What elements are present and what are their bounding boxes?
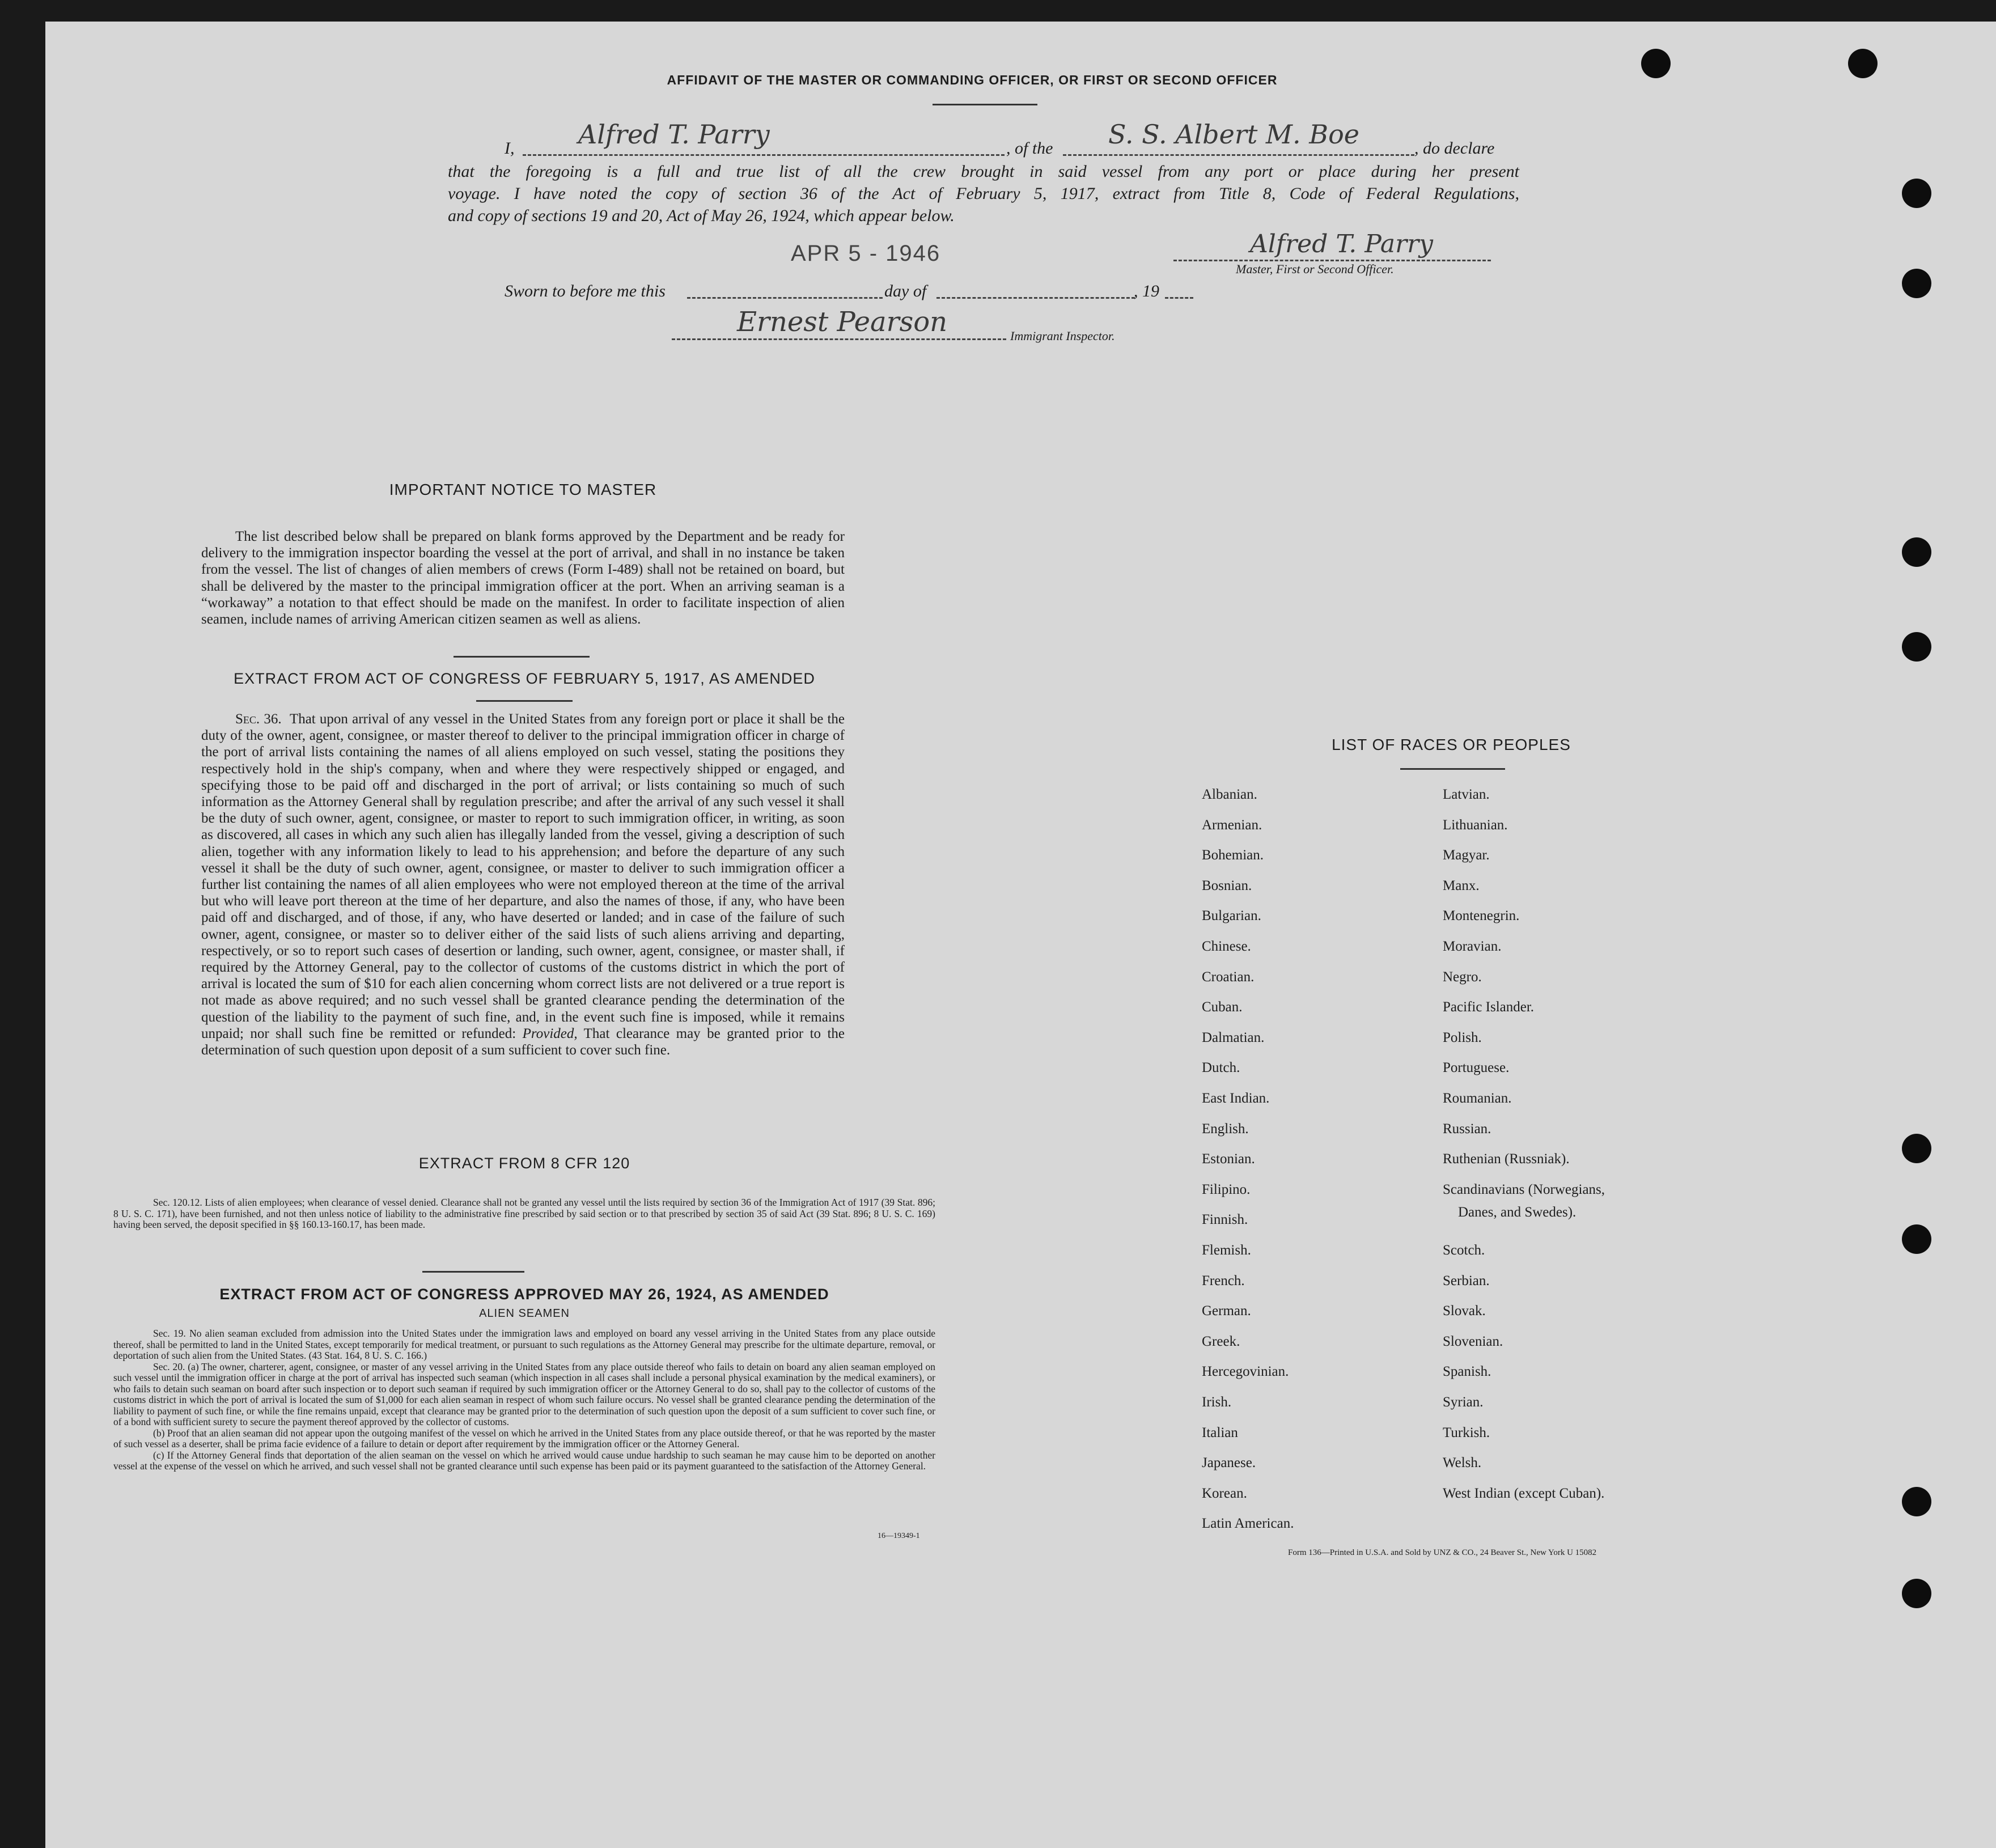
master-caption: Master, First or Second Officer. (1236, 262, 1394, 276)
race-item: Spanish. (1443, 1364, 1491, 1380)
race-item: West Indian (except Cuban). (1443, 1485, 1605, 1501)
form-code: 16—19349-1 (878, 1532, 920, 1540)
binder-hole (1902, 1579, 1931, 1608)
date-stamp: APR 5 - 1946 (791, 241, 941, 266)
race-item: Moravian. (1443, 939, 1502, 954)
race-item: Pacific Islander. (1443, 999, 1535, 1015)
race-item: Estonian. (1202, 1151, 1255, 1167)
race-item: French. (1202, 1273, 1245, 1288)
binder-hole (1641, 49, 1671, 78)
binder-hole (1902, 632, 1931, 662)
extract-1917-text (201, 711, 845, 1058)
extract-1924-body (113, 1328, 935, 1472)
race-item: Manx. (1443, 878, 1480, 893)
affidavit-body-line2: voyage. I have noted the copy of section 36 of the Act of February 5, 1917, extract from Title 8, Code of Federal Regulations, (448, 184, 1519, 203)
sec-20a-text: Sec. 20. (a) The owner, charterer, agent, consignee, or master of any vessel arriving in the United States from any place outside thereof who fails to detain on board any alien seaman employed on such vessel until the immigration officer in charge at the port of arrival has inspected such seaman (which inspection in all cases shall include a personal physical examination by the medical examiners), or who fails to detain such seaman on board after such inspection or to deport such seaman if required by such immigration officer or the Attorney General to do so, shall pay to the collector of customs of the customs district in which the port of arrival is located the sum of $1,000 for each alien seaman in respect of whom such failure occurs. No vessel shall be granted clearance pending the determination of the liability to payment of such fine, or while the fine remains unpaid, except that clearance may be granted prior to the determination of such question upon the deposit of a sum sufficient to cover such fine, or of a bond with sufficient surety to secure the payment thereof approved by the collector of customs. (113, 1360, 935, 1427)
binder-hole (1902, 179, 1931, 208)
binder-hole (1848, 49, 1878, 78)
sec-36-body: That upon arrival of any vessel in the United States from any foreign port or place it shall be the duty of the owner, agent, consignee, or master thereof to deliver to the principal immigration officer in charge of the port of arrival lists containing the names of all aliens employed on such vessel, stating the positions they respectively hold in the ship's company, when and where they were respectively shipped or engaged, and specifying those to be paid off and discharged in the port of arrival; or lists containing so much of such information as the Attorney General shall by regulation prescribe; and after the arrival of any such vessel it shall be the duty of such owner, agent, consignee, or master to report to such immigration officer, in writing, as soon as discovered, all cases in which any such alien has illegally landed from the vessel, giving a description of such alien, together with any information likely to lead to his apprehension; and before the departure of any such vessel it shall be the duty of such owner, agent, consignee, or master to deliver to such immigration officer a further list containing the names of all alien employees who were not employed thereon at the time of the arrival but who will leave port thereon at the time of her departure, and also the names of those, if any, who have been paid off and discharged, and of those, if any, who have deserted or landed; and in case of the failure of such owner, agent, consignee, or master so to deliver either of the said lists of such aliens arriving and departing, respectively, or so to report such cases of desertion or landing, such owner, agent, consignee, or master shall, if required by the Attorney General, pay to the collector of customs of the customs district in which the port of arrival is located the sum of $10 for each alien concerning whom correct lists are not delivered or a true report is not made as above required; and no such vessel shall be granted clearance pending the determination of the question of the liability to the payment of such fine, and, in the event such fine is imposed, while it remains unpaid; nor shall such fine be remitted or refunded: (201, 711, 845, 1041)
race-item: Slovenian. (1443, 1333, 1503, 1349)
cfr-text: Sec. 120.12. Lists of alien employees; when clearance of vessel denied. Clearance shall not be granted any vessel until the lists required by section 36 of the Immigration Act of 1917 (39 Stat. 896; 8 U. S. C. 171), have been furnished, and not then unless notice of liability to the administrative fine prescribed by said section or to that prescribed by section 35 of said Act (39 Stat. 896; 8 U. S. C. 169) having been served, the deposit specified in §§ 160.13-160.17, has been made. (113, 1197, 935, 1230)
binder-hole (1902, 1224, 1931, 1254)
race-item: Cuban. (1202, 999, 1243, 1015)
notice-divider (454, 656, 590, 658)
affidavit-i: I, (505, 139, 515, 158)
cfr-divider (422, 1271, 524, 1273)
month-line (936, 297, 1135, 299)
race-item: Finnish. (1202, 1212, 1248, 1228)
binder-hole (1902, 537, 1931, 567)
race-item: Dutch. (1202, 1060, 1240, 1076)
race-item: Korean. (1202, 1485, 1247, 1501)
race-item: Scotch. (1443, 1243, 1485, 1258)
extract-1924-heading: EXTRACT FROM ACT OF CONGRESS APPROVED MAY 26, 1924, AS AMENDED (219, 1286, 829, 1303)
race-item: Slovak. (1443, 1303, 1486, 1319)
title-divider (933, 104, 1037, 105)
sec-20b-text: (b) Proof that an alien seaman did not appear upon the outgoing manifest of the vessel on which he arrived in the United States from any place outside thereof, or that he was reported by the master of such vessel as a deserter, shall be prima facie evidence of a failure to detain or deport after requirement by the immigration officer or the Attorney General. (113, 1427, 935, 1449)
provided-label: Provided, (522, 1025, 578, 1041)
inspector-signature: Ernest Pearson (737, 306, 948, 338)
extract-1917-divider (476, 700, 573, 702)
form-note: Form 136—Printed in U.S.A. and Sold by UNZ & CO., 24 Beaver St., New York U 15082 (1288, 1548, 1597, 1557)
day-of-label: day of (884, 282, 927, 300)
race-item: English. (1202, 1121, 1249, 1137)
officer-name-handwritten: Alfred T. Parry (578, 119, 770, 150)
sec-36-end: That clearance may be granted prior to the determination of such question upon deposit of a sum sufficient to cover such fine. (201, 1025, 845, 1058)
race-item: Turkish. (1443, 1425, 1490, 1440)
race-item: Flemish. (1202, 1243, 1251, 1258)
year-label: , 19 (1134, 282, 1159, 300)
affidavit-body-line1: that the foregoing is a full and true list of all the crew brought in said vessel from any port or place during her present (448, 162, 1519, 181)
extract-1924-subheading: ALIEN SEAMEN (479, 1307, 570, 1320)
race-item: Montenegrin. (1443, 908, 1520, 924)
race-item: Greek. (1202, 1333, 1240, 1349)
cfr-heading: EXTRACT FROM 8 CFR 120 (418, 1155, 630, 1172)
inspector-signature-line (672, 338, 1006, 340)
race-item: Magyar. (1443, 847, 1490, 863)
sworn-label: Sworn to before me this (505, 282, 666, 300)
sec-20c-text: (c) If the Attorney General finds that deportation of the alien seaman on the vessel on which he arrived would cause undue hardship to such seaman he may cause him to be deported on another vessel at the expense of the vessel on which he arrived, and such vessel shall not be granted clearance until such expense has been paid or its payment guaranteed to the satisfaction of the Attorney General. (113, 1449, 935, 1472)
race-item: Irish. (1202, 1395, 1232, 1410)
races-heading: LIST OF RACES OR PEOPLES (1332, 736, 1571, 753)
notice-heading: IMPORTANT NOTICE TO MASTER (389, 481, 657, 498)
race-item: Albanian. (1202, 787, 1257, 802)
extract-1917-heading: EXTRACT FROM ACT OF CONGRESS OF FEBRUARY 5, 1917, AS AMENDED (234, 670, 815, 687)
sec-19-text: Sec. 19. No alien seaman excluded from admission into the United States under the immigration laws and employed on board any vessel arriving in the United States from any place outside thereof, shall be permitted to land in the United States, except temporarily for medical treatment, or pursuant to such regulations as the Attorney General may prescribe for the ultimate departure, removal, or deportation of such alien from the United States. (43 Stat. 164, 8 U. S. C. 166.) (113, 1328, 935, 1361)
race-item: Armenian. (1202, 817, 1262, 833)
race-item: Dalmatian. (1202, 1029, 1265, 1045)
race-scandinavians-continued: Danes, and Swedes). (1458, 1205, 1577, 1220)
binder-hole (1902, 269, 1931, 298)
inspector-caption: Immigrant Inspector. (1010, 329, 1115, 343)
race-item: Croatian. (1202, 969, 1255, 985)
race-item: Portuguese. (1443, 1060, 1510, 1076)
race-item: Welsh. (1443, 1455, 1482, 1471)
race-item: Latvian. (1443, 787, 1490, 802)
of-the-label: , of the (1006, 139, 1053, 158)
race-item: Roumanian. (1443, 1091, 1512, 1106)
binder-hole (1902, 1487, 1931, 1516)
race-item: Italian (1202, 1425, 1238, 1440)
race-item: Japanese. (1202, 1455, 1256, 1471)
race-item: Lithuanian. (1443, 817, 1508, 833)
sec-36-label: Sec. 36. (235, 711, 282, 727)
race-item: Scandinavians (Norwegians, (1443, 1181, 1605, 1197)
race-item: Russian. (1443, 1121, 1491, 1137)
race-item: Serbian. (1443, 1273, 1490, 1288)
race-item: East Indian. (1202, 1091, 1270, 1106)
race-item: Hercegovinian. (1202, 1364, 1289, 1380)
affidavit-body-line3: and copy of sections 19 and 20, Act of May 26, 1924, which appear below. (448, 206, 955, 225)
races-divider (1400, 768, 1505, 770)
do-declare-label: , do declare (1414, 139, 1495, 158)
day-line (687, 297, 883, 299)
affidavit-title: AFFIDAVIT OF THE MASTER OR COMMANDING OFFICER, OR FIRST OR SECOND OFFICER (667, 73, 1278, 87)
vessel-name-line (1063, 154, 1414, 156)
master-signature-line (1173, 260, 1491, 261)
officer-name-line (523, 154, 1005, 156)
race-item: Syrian. (1443, 1395, 1484, 1410)
affidavit-body (448, 160, 1519, 227)
vessel-name-handwritten: S. S. Albert M. Boe (1108, 119, 1359, 150)
notice-text: The list described below shall be prepared on blank forms approved by the Department and be ready for delivery to the immigration inspector boarding the vessel at the port of arrival, and shall in no instance be taken from the vessel. The list of changes of alien members of crews (Form I-489) shall not be retained on board, but shall be delivered by the master to the principal immigration officer at the port. When an arriving seaman is a “workaway” a notation to that effect should be made on the manifest. In order to facilitate inspection of alien seamen, include names of arriving American citizen seamen as well as aliens. (201, 529, 845, 628)
race-item: Polish. (1443, 1029, 1482, 1045)
master-signature: Alfred T. Parry (1250, 230, 1433, 258)
race-item: Bulgarian. (1202, 908, 1261, 924)
race-item: Latin American. (1202, 1516, 1294, 1532)
binder-hole (1902, 1134, 1931, 1163)
race-item: Ruthenian (Russniak). (1443, 1151, 1570, 1167)
race-item: Bohemian. (1202, 847, 1264, 863)
race-item: Chinese. (1202, 939, 1251, 954)
year-line (1165, 297, 1193, 299)
race-item: German. (1202, 1303, 1251, 1319)
race-item: Negro. (1443, 969, 1482, 985)
race-item: Bosnian. (1202, 878, 1252, 893)
race-item: Filipino. (1202, 1181, 1251, 1197)
